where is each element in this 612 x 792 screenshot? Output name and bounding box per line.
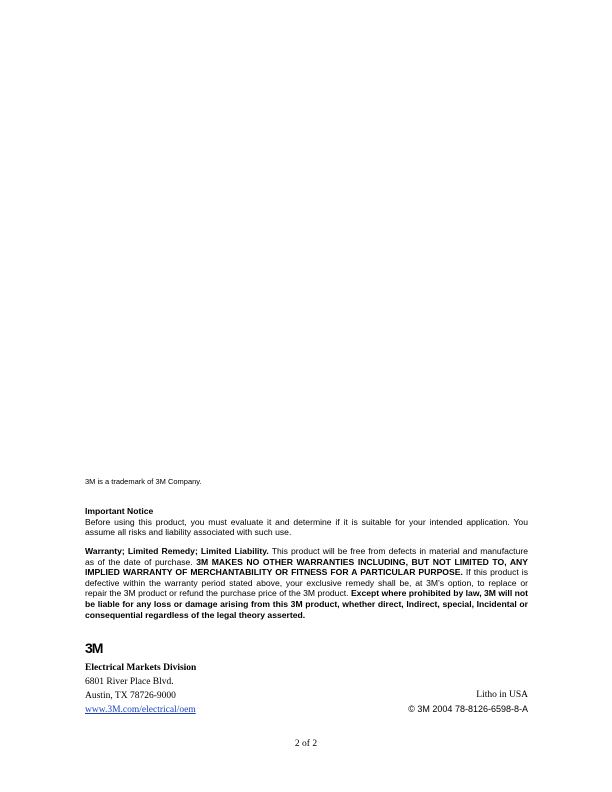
street-address: 6801 River Place Blvd. (85, 677, 174, 687)
website-link[interactable]: www.3M.com/electrical/oem (85, 705, 196, 715)
division-name: Electrical Markets Division (85, 663, 197, 673)
page-number: 2 of 2 (294, 739, 318, 749)
warranty-disclaimer: 3M MAKES NO OTHER WARRANTIES INCLUDING, BUT NOT LIMITED TO, ANY IMPLIED WARRANTY OF MERCHANTABILITY OR FITNESS FOR A PARTICULAR PURPOSE. (85, 556, 528, 578)
warranty-text-2: If this product is defective within the warranty period stated above, your exclusive remedy shall be, at 3M's option, to replace or repair the 3M product or refund the purchase price of the 3M product. (85, 567, 528, 599)
warranty-text-1: This product will be free from defects in material and manufacture as of the date of purchase. (85, 546, 528, 567)
warranty-heading: Warranty; Limited Remedy; Limited Liability. (85, 546, 269, 556)
litho-label: Litho in USA (476, 690, 528, 700)
address-block (85, 661, 196, 717)
liability-limitation: Except where prohibited by law, 3M will not be liable for any loss or damage arising from this 3M product, whether direct, Indirect, special, Incidental or consequential regardless of the legal theory asserted. (85, 588, 528, 620)
important-notice-body: Before using this product, you must evaluate it and determine if it is suitable for your intended application. You assume all risks and liability associated with such use. (85, 516, 528, 538)
3m-logo (85, 641, 115, 660)
3m-logo-text: 3M (85, 641, 103, 655)
warranty-paragraph (85, 546, 528, 620)
3m-logo-graphic (85, 641, 115, 655)
trademark-notice: 3M is a trademark of 3M Company. (85, 477, 202, 486)
important-notice-title: Important Notice (85, 506, 154, 516)
city-address: Austin, TX 78726-9000 (85, 691, 176, 701)
copyright-line: © 3M 2004 78-8126-6598-8-A (408, 704, 528, 714)
important-notice (85, 506, 528, 538)
